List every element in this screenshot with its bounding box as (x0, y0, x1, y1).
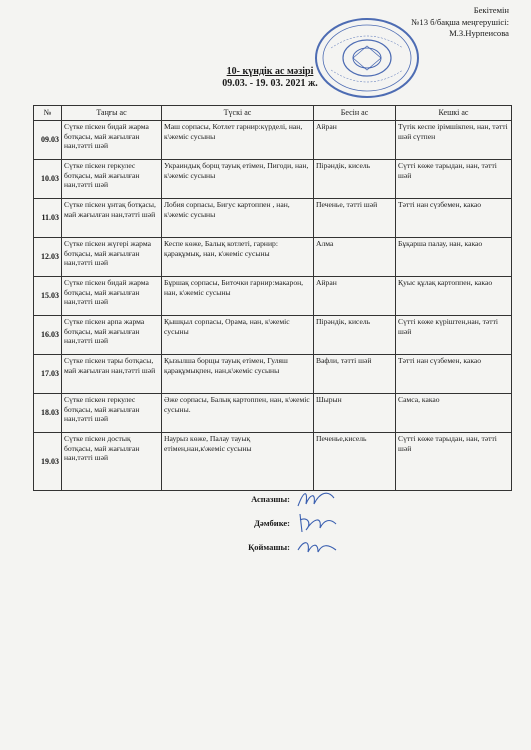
row-lunch: Қызылша борщы тауық етімен, Гуляш қарақұмықпен, нан,к\жеміс сусыны (162, 355, 314, 394)
row-date: 10.03 (34, 160, 62, 199)
row-lunch: Наурыз көже, Палау тауық етімен,нан,к\жеміс сусыны (162, 433, 314, 491)
row-lunch: Қышқыл сорпасы, Орама, нан, к\жеміс сусыны (162, 316, 314, 355)
row-date: 18.03 (34, 394, 62, 433)
row-date: 09.03 (34, 121, 62, 160)
signature-block (238, 494, 378, 566)
row-snack: Алма (314, 238, 396, 277)
cook-signature (294, 486, 340, 512)
row-snack: Вафли, тәтті шәй (314, 355, 396, 394)
table-row (34, 121, 512, 160)
nurse-label: Дәмбике: (254, 518, 290, 528)
header-snack: Бесін ас (314, 106, 396, 121)
row-dinner: Қуыс құлақ картоппен, какао (396, 277, 512, 316)
approval-name: М.З.Нурпеисова (449, 28, 509, 38)
nurse-signature (294, 510, 340, 536)
row-snack: Печенье,кисель (314, 433, 396, 491)
row-dinner: Бұқарша палау, нан, какао (396, 238, 512, 277)
table-row (34, 433, 512, 491)
row-date: 17.03 (34, 355, 62, 394)
row-lunch: Маш сорпасы, Котлет гарнир:күрделі, нан, к\жеміс сусыны (162, 121, 314, 160)
title-line-2: 09.03. - 19. 03. 2021 ж. (222, 78, 318, 89)
row-breakfast: Сүтке піскен тары ботқасы, май жағылған нан,тәтті шәй (62, 355, 162, 394)
row-dinner: Тәтті нан сүзбемен, какао (396, 355, 512, 394)
table-row (34, 199, 512, 238)
row-dinner: Самса, какао (396, 394, 512, 433)
row-snack: Айран (314, 121, 396, 160)
row-breakfast: Сүтке піскен ұнтақ ботқасы, май жағылған нан,тәтті шәй (62, 199, 162, 238)
table-row (34, 160, 512, 199)
row-date: 16.03 (34, 316, 62, 355)
table-row (34, 316, 512, 355)
row-breakfast: Сүтке піскен достық ботқасы, май жағылған нан,тәтті шәй (62, 433, 162, 491)
row-lunch: Кеспе көже, Балық котлеті, гарнир: қарақұмық, нан, к\жеміс сусыны (162, 238, 314, 277)
title-line-1: 10- күндік ас мәзірі (226, 66, 314, 77)
row-snack: Шырын (314, 394, 396, 433)
cook-label: Аспазшы: (251, 494, 290, 504)
row-date: 12.03 (34, 238, 62, 277)
row-date: 19.03 (34, 433, 62, 491)
approval-position: №13 б/бақша меңгерушісі: (411, 16, 509, 27)
table-header-row (34, 106, 512, 121)
row-breakfast: Сүтке піскен бидай жарма ботқасы, май жағылған нан,тәтті шәй (62, 121, 162, 160)
row-lunch: Лобия сорпасы, Бигус картоппен , нан, к\жеміс сусыны (162, 199, 314, 238)
row-lunch: Әже сорпасы, Балық картоппен, нан, к\жеміс сусыны. (162, 394, 314, 433)
table-row (34, 355, 512, 394)
row-lunch: Бұршақ сорпасы, Биточки гарнир:макарон, нан, к\жеміс сусыны (162, 277, 314, 316)
row-snack: Пірәндік, кисель (314, 160, 396, 199)
row-date: 11.03 (34, 199, 62, 238)
table-row (34, 394, 512, 433)
storekeeper-signature (294, 534, 340, 560)
row-snack: Печенье, тәтті шәй (314, 199, 396, 238)
row-lunch: Украиндық борщ тауық етімен, Пигоди, нан, к\жеміс сусыны (162, 160, 314, 199)
table-row (34, 277, 512, 316)
table-row (34, 238, 512, 277)
header-number: № (34, 106, 62, 121)
row-breakfast: Сүтке піскен жүгері жарма ботқасы, май жағылған нан,тәтті шәй (62, 238, 162, 277)
row-breakfast: Сүтке піскен арпа жарма ботқасы, май жағылған нан,тәтті шәй (62, 316, 162, 355)
row-dinner: Тәтті нан сүзбемен, какао (396, 199, 512, 238)
row-snack: Айран (314, 277, 396, 316)
document-title (120, 66, 420, 90)
storekeeper-label: Қоймашы: (248, 542, 290, 552)
header-dinner: Кешкі ас (396, 106, 512, 121)
row-dinner: Сүтті көже күріштен,нан, тәтті шәй (396, 316, 512, 355)
header-lunch: Түскі ас (162, 106, 314, 121)
row-dinner: Түтік кеспе ірімшікпен, нан, тәтті шәй сүтпен (396, 121, 512, 160)
row-breakfast: Сүтке піскен бидай жарма ботқасы, май жағылған нан,тәтті шәй (62, 277, 162, 316)
header-breakfast: Таңғы ас (62, 106, 162, 121)
row-dinner: Сүтті көже тарыдан, нан, тәтті шәй (396, 160, 512, 199)
approval-approve-label: Бекітемін (473, 5, 509, 15)
row-breakfast: Сүтке піскен геркулес ботқасы, май жағылған нан,тәтті шәй (62, 394, 162, 433)
row-dinner: Сүтті көже тарыдан, нан, тәтті шәй (396, 433, 512, 491)
row-snack: Пірәндік, кисель (314, 316, 396, 355)
row-breakfast: Сүтке піскен геркулес ботқасы, май жағылған нан,тәтті шәй (62, 160, 162, 199)
signature-row-storekeeper (238, 542, 378, 566)
menu-table (33, 105, 512, 491)
row-date: 15.03 (34, 277, 62, 316)
